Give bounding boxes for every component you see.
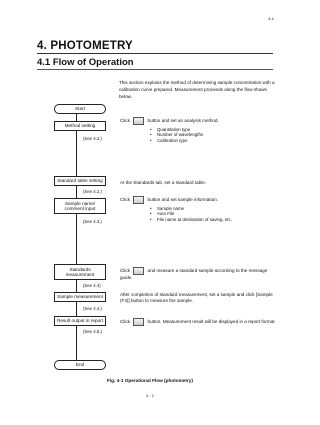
desc-standards-tab: At the Standards tab, set a standard table. — [120, 180, 207, 185]
figure-caption: Fig. 4-1 Operational Flow (photometry) — [107, 378, 193, 383]
desc-measure — [120, 267, 280, 281]
flow-start: Start — [54, 104, 106, 114]
chapter-title: 4. PHOTOMETRY — [37, 40, 133, 52]
section-rule — [37, 69, 273, 70]
desc-sample — [120, 196, 280, 204]
see-ref-4-2-a: (See 4.2.) — [83, 136, 102, 141]
start-button-icon — [133, 267, 144, 275]
flow-method-setting: Method setting — [54, 121, 106, 131]
section-title: 4.1 Flow of Operation — [37, 57, 134, 68]
sample-name-line1: Sample name/ — [64, 200, 96, 206]
method-bullet-list — [150, 127, 280, 143]
desc-measure-post: and measure a standard sample according to the message guide. — [120, 268, 268, 280]
method-bullet: • Calibration type — [150, 138, 280, 143]
desc-report-post: button. Measurement result will be displayed in a report format. — [147, 319, 276, 325]
flow-standard-table-setting: Standard table setting — [54, 176, 106, 186]
desc-report-pre: Click — [120, 319, 130, 325]
method-bullet: • Quantitation type — [150, 127, 280, 132]
footer-page-number: 4 - 1 — [145, 393, 154, 398]
standards-line1: Standards — [69, 266, 91, 272]
desc-method-post: button and set an analysis method. — [147, 118, 219, 124]
sample-name-line2: comment input — [64, 206, 96, 211]
desc-sample-pre: Click — [120, 197, 130, 203]
desc-report — [120, 318, 280, 326]
flow-result-output: Result output in report — [54, 316, 106, 326]
flow-end: End — [54, 360, 106, 370]
see-ref-4-2-b: (See 4.2.) — [83, 189, 102, 194]
desc-sample-post: button and set sample information. — [147, 197, 218, 203]
sample-bullet: • Sample name — [150, 206, 280, 211]
intro-paragraph: This section explains the method of determining sample concentration with a calibration curve prepared. Measurement proceeds along the flow shown below. — [119, 80, 275, 99]
desc-method — [120, 117, 280, 125]
sample-bullet: • Auto File — [150, 211, 280, 216]
method-button-icon — [133, 117, 144, 125]
desc-measure-pre: Click — [120, 268, 130, 274]
method-bullet: • Number of wavelengths — [150, 132, 280, 137]
sample-bullet: • File name at destination of saving, etc. — [150, 217, 280, 222]
see-ref-4-3: (See 4.3.) — [83, 219, 102, 224]
sample-button-icon — [133, 196, 144, 204]
flow-sample-measurement: Sample measurement — [54, 292, 106, 302]
report-button-icon — [133, 318, 144, 326]
see-ref-4-5: (See 4.5.) — [83, 329, 102, 334]
chapter-rule — [37, 53, 273, 54]
see-ref-4-4-b: (See 4.4.) — [83, 306, 102, 311]
see-ref-4-4-a: (See 4.4) — [83, 283, 101, 288]
standards-line2: measurement — [65, 272, 95, 277]
header-page-number: 4-1 — [268, 16, 274, 21]
desc-after-standard: After completion of standard measurement, set a sample and click [Sample (F4)] button to measure the sample. — [120, 292, 273, 304]
flow-sample-name-input — [54, 198, 106, 214]
desc-method-pre: Click — [120, 118, 130, 124]
sample-bullet-list — [150, 206, 280, 222]
flow-standards-measurement — [54, 264, 106, 280]
